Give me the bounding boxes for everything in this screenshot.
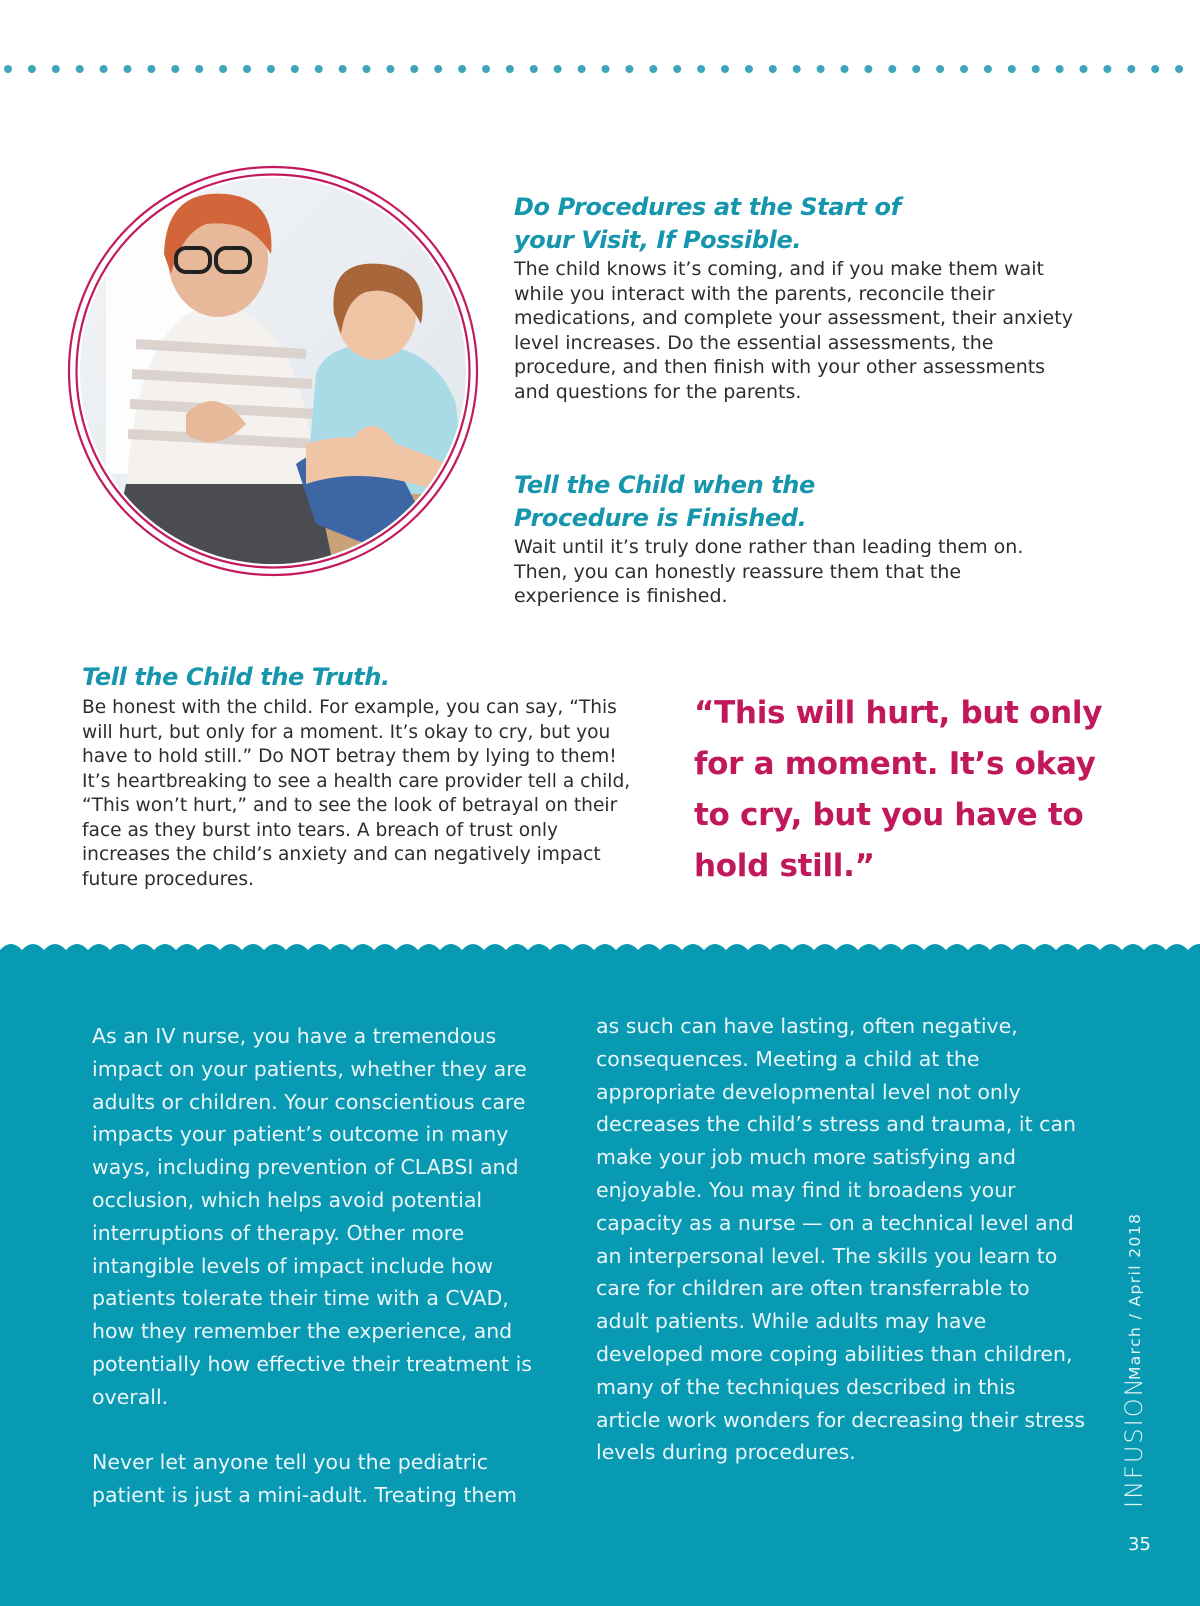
dot xyxy=(267,65,275,73)
section-body: Wait until it’s truly done rather than leading them on. Then, you can honestly reassure them that the experience is finished. xyxy=(514,536,1024,607)
dot xyxy=(219,65,227,73)
magazine-logo: INFUSION xyxy=(1120,1376,1148,1508)
dot xyxy=(76,65,84,73)
body-column-left xyxy=(92,1020,552,1512)
dot xyxy=(936,65,944,73)
section-heading: Do Procedures at the Start of your Visit, If Possible. xyxy=(514,193,901,254)
dot xyxy=(841,65,849,73)
dot xyxy=(147,65,155,73)
dot xyxy=(506,65,514,73)
dot xyxy=(721,65,729,73)
issue-date: March / April 2018 xyxy=(1126,1212,1144,1380)
dot xyxy=(960,65,968,73)
dot xyxy=(243,65,251,73)
dot xyxy=(888,65,896,73)
dot xyxy=(1127,65,1135,73)
dot xyxy=(363,65,371,73)
dot xyxy=(52,65,60,73)
dot xyxy=(1103,65,1111,73)
dot xyxy=(1080,65,1088,73)
pull-quote: “This will hurt, but only for a moment. It’s okay to cry, but you have to hold still.” xyxy=(694,695,1103,884)
dot xyxy=(124,65,132,73)
dot xyxy=(291,65,299,73)
dot xyxy=(195,65,203,73)
procedure-finished-section xyxy=(514,469,1024,609)
mother-and-child-photo xyxy=(66,164,480,578)
paragraph: Never let anyone tell you the pediatric patient is just a mini-adult. Treating them xyxy=(92,1450,517,1508)
dot xyxy=(410,65,418,73)
dot xyxy=(1008,65,1016,73)
dot xyxy=(912,65,920,73)
paragraph: As an IV nurse, you have a tremendous impact on your patients, whether they are adults or children. Your conscientious care impacts your patient’s outcome in many ways, including prevention of CLABSI and occlusion, which helps avoid potential interruptions of therapy. Other more intangible levels of impact include how patients tolerate their time with a CVAD, how they remember the experience, and potentially how effective their treatment is overall. xyxy=(92,1024,532,1409)
dot xyxy=(984,65,992,73)
dot xyxy=(769,65,777,73)
page-number: 35 xyxy=(1128,1534,1151,1555)
dotted-line-icon xyxy=(0,62,1200,76)
dot xyxy=(1151,65,1159,73)
dot xyxy=(315,65,323,73)
dot xyxy=(482,65,490,73)
dot xyxy=(4,65,12,73)
dot xyxy=(1032,65,1040,73)
dot xyxy=(817,65,825,73)
paragraph: as such can have lasting, often negative, consequences. Meeting a child at the appropriate developmental level not only decreases the child’s stress and trauma, it can make your job much more satisfying and enjoyable. You may find it broadens your capacity as a nurse — on a technical level and an interpersonal level. The skills you learn to care for children are often transferrable to adult patients. While adults may have developed more coping abilities than children, many of the techniques described in this article work wonders for decreasing their stress levels during procedures. xyxy=(596,1014,1086,1465)
dot xyxy=(745,65,753,73)
section-heading: Tell the Child when the Procedure is Finished. xyxy=(514,471,815,532)
procedure-timing-section xyxy=(514,191,1074,404)
dot xyxy=(339,65,347,73)
body-column-right xyxy=(596,1010,1086,1469)
dot xyxy=(649,65,657,73)
dot xyxy=(28,65,36,73)
dot xyxy=(793,65,801,73)
dot xyxy=(554,65,562,73)
dot xyxy=(458,65,466,73)
section-body: Be honest with the child. For example, you can say, “This will hurt, but only for a moment. It’s okay to cry, but you have to hold still.” Do NOT betray them by lying to them! It’s heartbreaking to see a health care provider tell a child, “This won’t hurt,” and to see the look of betrayal on their face as they burst into tears. A breach of trust only increases the child’s anxiety and can negatively impact future procedures. xyxy=(82,697,631,890)
dot xyxy=(578,65,586,73)
dot xyxy=(100,65,108,73)
tell-truth-section xyxy=(82,661,647,892)
dot xyxy=(697,65,705,73)
dot xyxy=(1056,65,1064,73)
dot xyxy=(864,65,872,73)
dot xyxy=(530,65,538,73)
dot xyxy=(625,65,633,73)
dot xyxy=(1175,65,1183,73)
dot xyxy=(602,65,610,73)
dot xyxy=(434,65,442,73)
wave-divider xyxy=(0,938,1200,964)
section-body: The child knows it’s coming, and if you make them wait while you interact with the parents, reconcile their medications, and complete your assessment, their anxiety level increases. Do the essential assessments, the procedure, and then finish with your other assessments and questions for the parents. xyxy=(514,258,1073,403)
dot xyxy=(386,65,394,73)
dot xyxy=(171,65,179,73)
section-heading: Tell the Child the Truth. xyxy=(82,663,390,691)
dot xyxy=(673,65,681,73)
